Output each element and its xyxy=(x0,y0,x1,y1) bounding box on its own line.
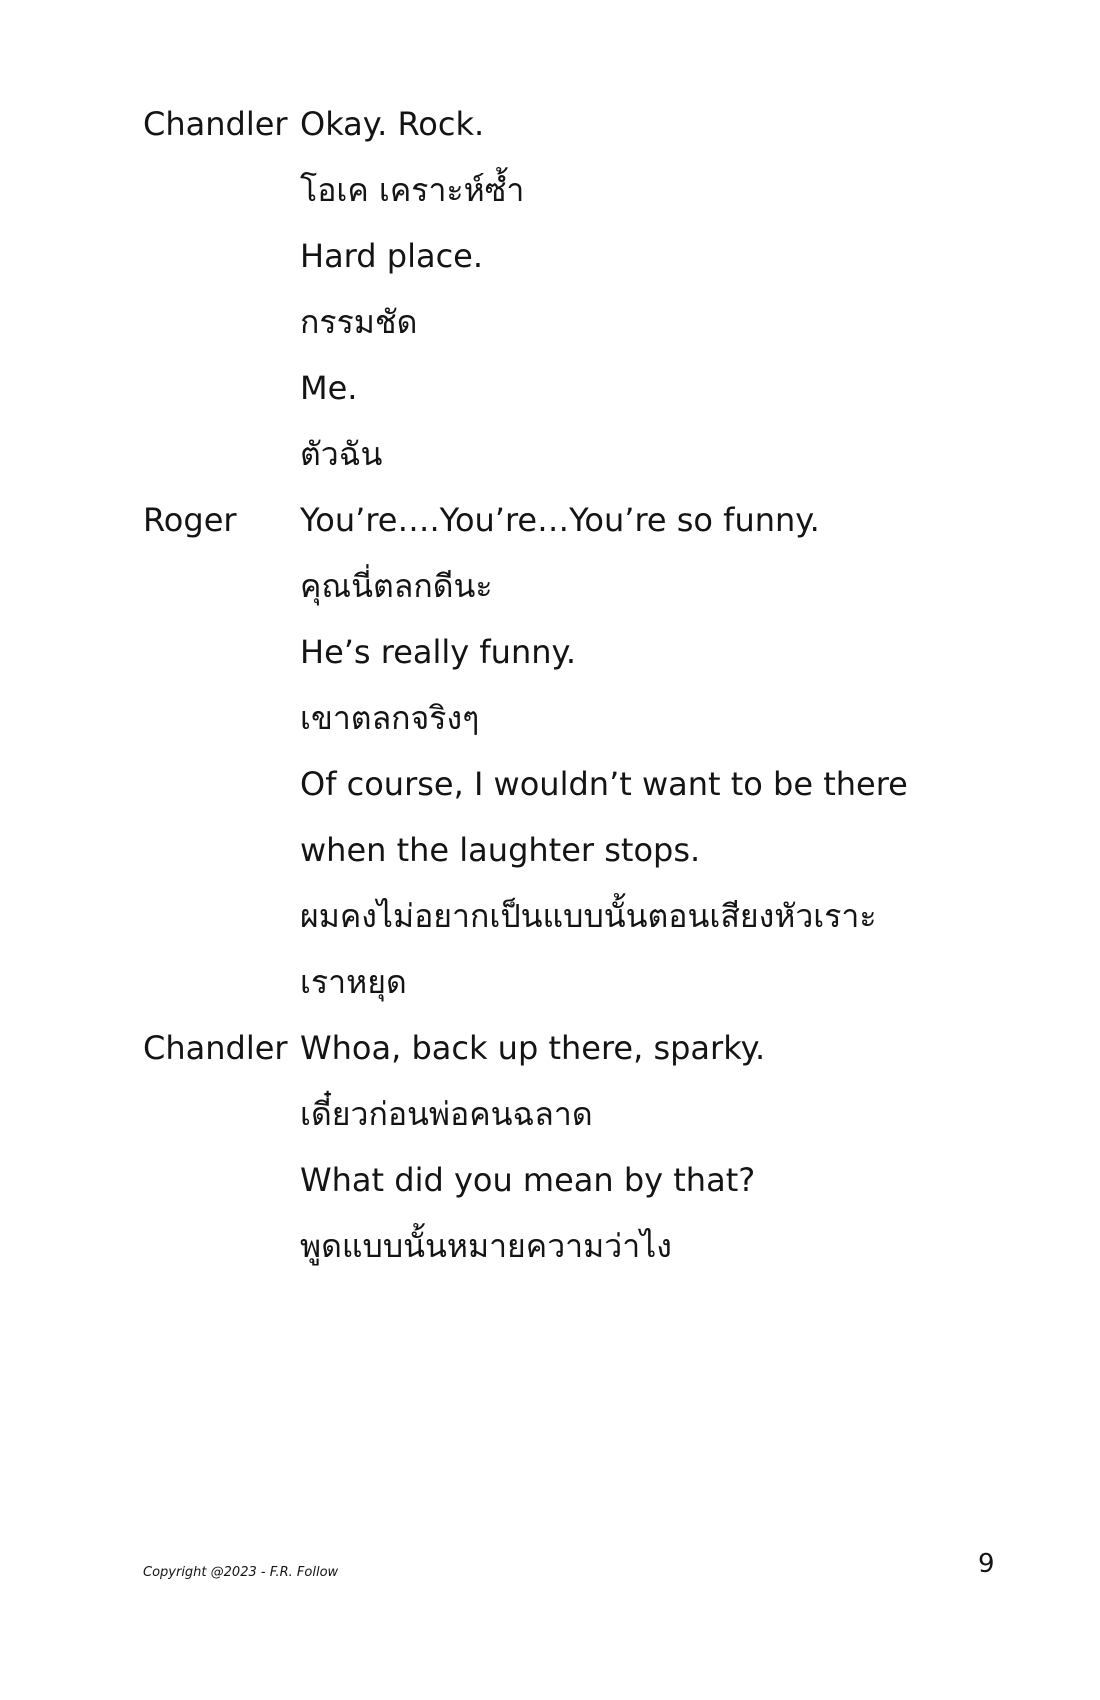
dialogue-line: Whoa, back up there, sparky. xyxy=(300,1029,766,1067)
dialogue-line: โอเค เคราะห์ซ้ำ xyxy=(300,171,525,209)
dialogue-line: Okay. Rock. xyxy=(300,105,485,143)
page-number: 9 xyxy=(978,1549,995,1579)
dialogue-line: เขาตลกจริงๆ xyxy=(300,699,480,737)
dialogue-line: Hard place. xyxy=(300,237,484,275)
speaker-name: Chandler xyxy=(143,1029,288,1067)
copyright-notice: Copyright @2023 - F.R. Follow xyxy=(143,1565,339,1580)
speaker-name: Roger xyxy=(143,501,237,539)
dialogue-line: when the laughter stops. xyxy=(300,831,701,869)
dialogue-line: คุณนี่ตลกดีนะ xyxy=(300,567,493,605)
speaker-name: Chandler xyxy=(143,105,288,143)
dialogue-line: ตัวฉัน xyxy=(300,435,383,473)
dialogue-line: พูดแบบนั้นหมายความว่าไง xyxy=(300,1227,672,1265)
dialogue-line: Of course, I wouldn’t want to be there xyxy=(300,765,908,803)
dialogue-line: ผมคงไม่อยากเป็นแบบนั้นตอนเสียงหัวเราะ xyxy=(300,897,877,935)
dialogue-line: Me. xyxy=(300,369,358,407)
dialogue-line: You’re….You’re…You’re so funny. xyxy=(300,501,820,539)
dialogue-line: กรรมชัด xyxy=(300,303,418,341)
dialogue-line: เราหยุด xyxy=(300,963,407,1001)
dialogue-line: What did you mean by that? xyxy=(300,1161,756,1199)
dialogue-line: เดี๋ยวก่อนพ่อคนฉลาด xyxy=(300,1095,593,1133)
dialogue-line: He’s really funny. xyxy=(300,633,577,671)
